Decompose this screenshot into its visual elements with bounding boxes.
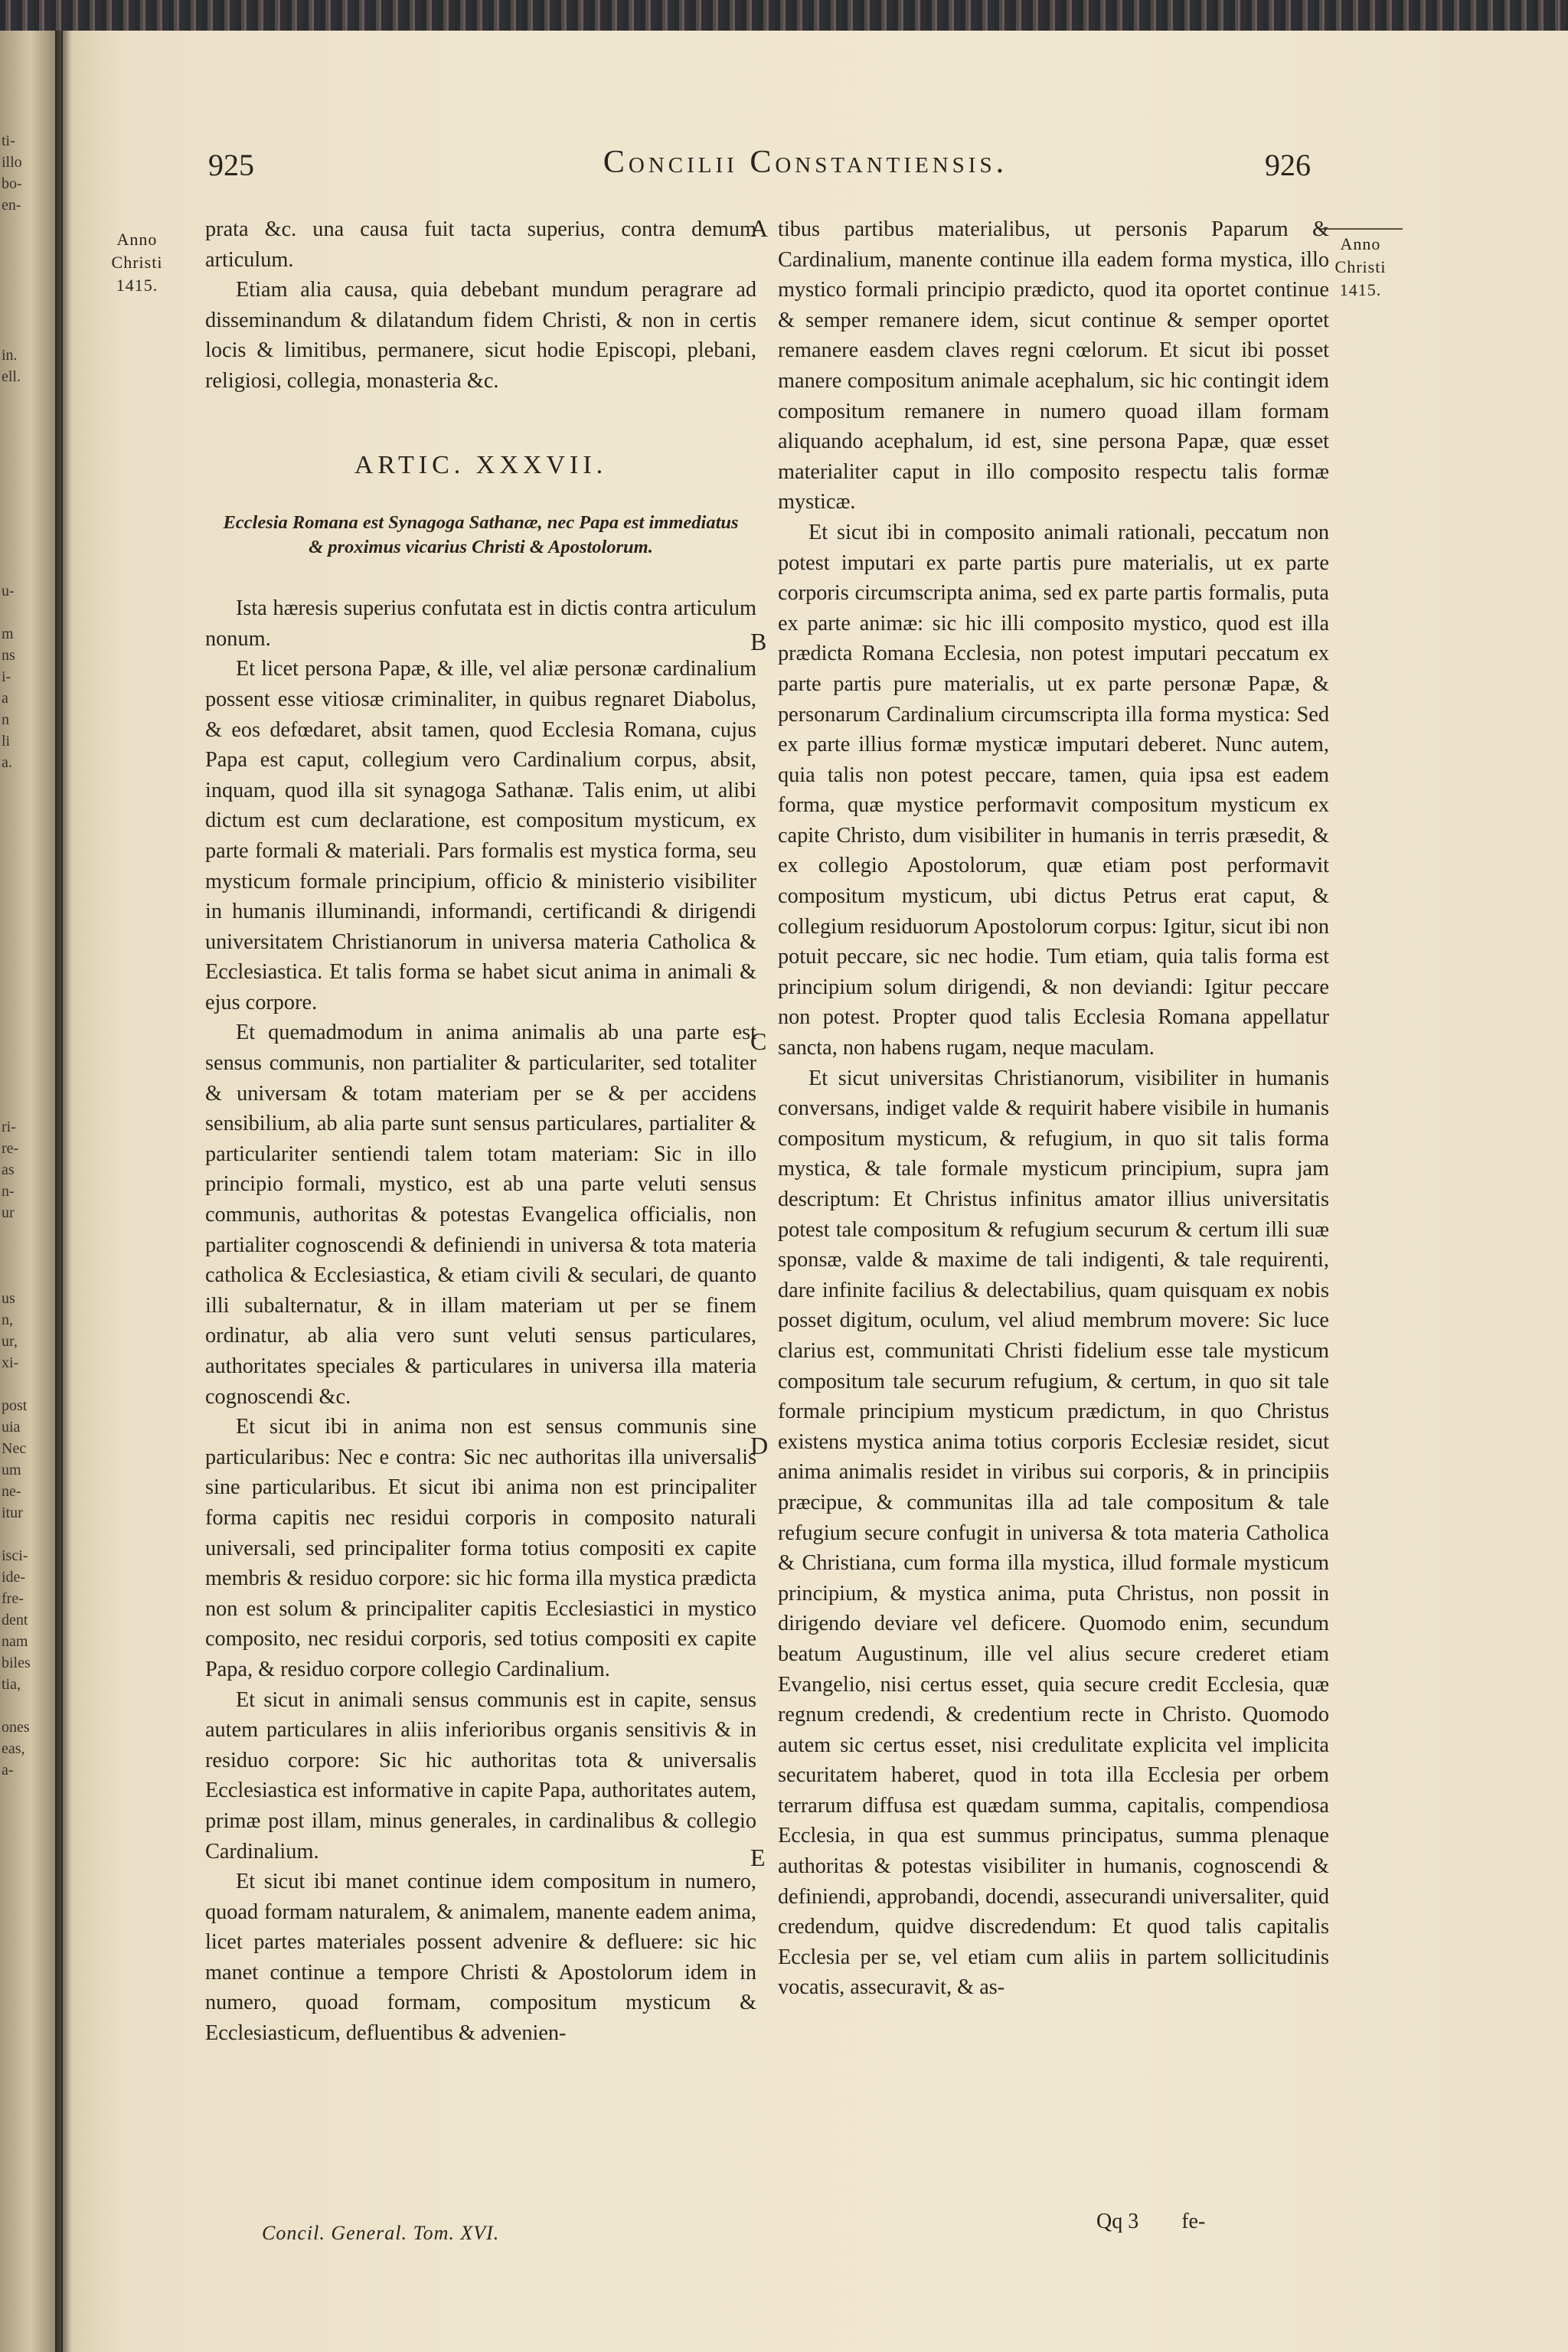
signature-mark: Qq 3 bbox=[1096, 2210, 1139, 2233]
previous-page-fragment bbox=[2, 537, 47, 559]
previous-page-fragment bbox=[2, 302, 47, 323]
previous-page-fragment: ti- bbox=[2, 132, 15, 149]
previous-page-fragment bbox=[2, 259, 47, 280]
previous-page-fragment bbox=[2, 473, 47, 495]
anno-word: Anno bbox=[116, 230, 158, 249]
body-paragraph: Ista hæresis superius confutata est in dictis contra articulum nonum. bbox=[205, 596, 756, 651]
previous-page-fragment bbox=[2, 838, 47, 859]
year-label: 1415. bbox=[1339, 280, 1382, 299]
previous-page-fragment: li bbox=[2, 733, 11, 750]
previous-page-fragment: ones bbox=[2, 1719, 30, 1736]
previous-page-fragment: re- bbox=[2, 1140, 19, 1157]
previous-page-fragment bbox=[2, 237, 47, 259]
section-marker-e: E bbox=[750, 1844, 766, 1871]
previous-page-fragment: xi- bbox=[2, 1354, 19, 1371]
marginal-rule bbox=[1318, 228, 1403, 230]
previous-page-fragment bbox=[2, 773, 47, 795]
previous-page-fragment bbox=[2, 1245, 47, 1266]
previous-page-fragment bbox=[2, 966, 47, 988]
body-paragraph: Et sicut universitas Christianorum, visibiliter in humanis conversans, indiget valde & requirit habere visibile in humanis compositum mysticum, & refugium, in quo sit talis forma mystica, & tale formale mysticum principium, supra jam descriptum: Et Christus infinitus amator illius universitatis potest tale compositum & refugium securum & certum illi suæ sponsæ, valde & maxime de tali indigenti, & tale requirenti, dare infinite facilius & delectabilius, quam quisquam ex nobis posset digitum, oculum, vel aliud membrum movere: Sic luce clarius est, communitati Christi fidelium esse tale mysticum compositum tale securum refugium, & certum, in quo sit tale formale principium mysticum prædictum, in quo Christus existens mystica anima totius corporis Ecclesiæ residet, sicut anima animalis residet in viribus sui corporis, & in principiis præcipue, & communitas illa ad tale compositum & tale refugium secure confugit in universa & tota materia Catholica & Christiana, cum forma illa mystica, illud formale mysticum principium, & mystica anima, puta Christus, non possit in dirigendo deviare vel deficere. Quomodo enim, secundum beatum Augustinum, ille vel alius secure crederet etiam Evangelio, nisi certus esset, quia secure credit Ecclesia, quæ regnum credendi, & credentium recte in Christo. Quomodo autem sic certus esset, nisi credulitate explicita vel implicita securitatem haberet, quod in tota illa Ecclesia per orbem terrarum diffusa est quædam summa, capitalis, compendiosa Ecclesia, in qua est summus principatus, summa plenaque authoritas & potestas visibiliter in humanis, cognoscendi & definiendi, approbandi, docendi, assecurandi universaliter, quid credendum, quidve discredendum: Et quod talis capitalis Ecclesia per se, vel etiam cum aliis in partem sollicitudinis vocatis, assecuravit, & as- bbox=[778, 1066, 1329, 2000]
previous-page-fragment: a bbox=[2, 690, 8, 707]
previous-page-fragment: as bbox=[2, 1161, 15, 1178]
previous-page-fragment: fre- bbox=[2, 1590, 24, 1607]
previous-page-fragment: n bbox=[2, 711, 9, 728]
previous-page-fragment bbox=[2, 816, 47, 838]
previous-page-fragment bbox=[2, 323, 47, 345]
previous-page-fragment: us bbox=[2, 1290, 15, 1307]
previous-page-fragment bbox=[2, 559, 47, 580]
previous-page-fragment bbox=[2, 1073, 47, 1095]
previous-page-fragment: i- bbox=[2, 668, 11, 685]
previous-page-fragment: n- bbox=[2, 1183, 15, 1200]
previous-page-fragment bbox=[2, 902, 47, 923]
body-paragraph: Et licet persona Papæ, & ille, vel aliæ personæ cardinalium possent esse vitiosæ criminaliter, in quibus regnaret Diabolus, & eos defœdaret, absit tamen, quod Ecclesia Romana, cujus Papa est caput, collegium vero Cardinalium corpus, absit, inquam, quod illa sit synagoga Sathanæ. Talis enim, ut alibi dictum est cum declaratione, est compositum mysticum, ex parte formali & materiali. Pars formalis est mystica forma, seu mysticum formale principium, officio & ministerio visibiliter in humanis illuminandi, informandi, certificandi & dirigendi universitatem Christianorum in universa materia Catholica & Ecclesiastica. Et talis forma se habet sicut anima in animali & ejus corpore. bbox=[205, 657, 756, 1014]
previous-page-fragment: um bbox=[2, 1462, 21, 1478]
previous-page-fragment: a. bbox=[2, 754, 12, 771]
previous-page-fragment: a- bbox=[2, 1762, 14, 1779]
footer-signature-area bbox=[1096, 2210, 1248, 2234]
previous-page-fragment: in. bbox=[2, 347, 18, 364]
previous-page-fragment: ur bbox=[2, 1204, 15, 1221]
previous-page-fragment bbox=[2, 1223, 47, 1245]
previous-page-fragment: illo bbox=[2, 154, 22, 171]
previous-page-fragment: ns bbox=[2, 647, 15, 664]
anno-right-marginal bbox=[1318, 228, 1403, 302]
previous-page-fragment: bo- bbox=[2, 175, 22, 192]
previous-page-fragment: ri- bbox=[2, 1119, 16, 1135]
previous-page-fragment bbox=[2, 1031, 47, 1052]
previous-page-fragment bbox=[2, 409, 47, 430]
previous-page-fragment bbox=[2, 1524, 47, 1545]
previous-page-fragment: post bbox=[2, 1397, 28, 1414]
christi-word: Christi bbox=[1334, 257, 1387, 276]
previous-page-fragment bbox=[2, 1009, 47, 1031]
running-title: Concilii Constantiensis. bbox=[603, 145, 1008, 180]
page-number-left: 925 bbox=[208, 148, 254, 182]
previous-page-fragment bbox=[2, 795, 47, 816]
intro-paragraph: prata &c. una causa fuit tacta superius, contra demum articulum. bbox=[205, 217, 756, 272]
previous-page-fragment: eas, bbox=[2, 1740, 25, 1757]
previous-page-fragment: nam bbox=[2, 1633, 28, 1650]
previous-page-fragment bbox=[2, 1095, 47, 1116]
previous-page-fragment bbox=[2, 280, 47, 302]
previous-page-fragment bbox=[2, 859, 47, 880]
previous-page-fragment bbox=[2, 216, 47, 237]
previous-page-fragment: dent bbox=[2, 1612, 28, 1628]
catchword: fe- bbox=[1181, 2210, 1206, 2233]
previous-page-fragment: isci- bbox=[2, 1547, 28, 1564]
anno-left-marginal bbox=[95, 228, 179, 297]
previous-page-text bbox=[2, 130, 47, 1781]
year-label: 1415. bbox=[116, 276, 158, 295]
previous-page-fragment: ide- bbox=[2, 1569, 26, 1586]
body-paragraph: Et sicut in animali sensus communis est in capite, sensus autem particulares in aliis inferioribus organis sensitivis & in residuo corpore: Sic hic authoritas tota & universalis Ecclesiastica est informative in capite Papa, authoritates autem, primæ post illam, minus generales, in cardinalibus & collegio Cardinalium. bbox=[205, 1687, 756, 1864]
intro-paragraph: Etiam alia causa, quia debebant mundum peragrare ad disseminandum & dilatandum fidem Christi, & non in certis locis & limitibus, permanere, sicut hodie Episcopi, plebani, religiosi, collegia, monasteria &c. bbox=[205, 278, 756, 393]
body-paragraph: Et sicut ibi in anima non est sensus communis sine particularibus: Nec e contra: Sic nec authoritas illa universalis sine particularibus. Et sicut ibi anima non est principaliter forma capitis nec residui corporis in composito naturali universali, sed principaliter forma totius compositi ex capite membris & residuo corpore: sic hic forma illa mystica prædicta non est solum & principaliter capitis Ecclesiastici in mystico composito, nec residui corporis, sed totius compositi ex capite Papa, & residuo corpore collegio Cardinalium. bbox=[205, 1415, 756, 1681]
previous-page-fragment bbox=[2, 516, 47, 537]
article-title: ARTIC. XXXVII. bbox=[354, 450, 608, 479]
previous-page-fragment: m bbox=[2, 626, 14, 642]
previous-page-fragment: Nec bbox=[2, 1440, 27, 1457]
previous-page-fragment bbox=[2, 880, 47, 902]
previous-page-fragment bbox=[2, 1052, 47, 1073]
section-marker-d: D bbox=[750, 1432, 769, 1459]
page-number-right: 926 bbox=[1265, 148, 1311, 182]
previous-page-fragment: ne- bbox=[2, 1483, 21, 1500]
section-marker-c: C bbox=[750, 1027, 767, 1055]
previous-page-fragment bbox=[2, 988, 47, 1009]
previous-page-fragment: u- bbox=[2, 583, 15, 599]
section-marker-b: B bbox=[750, 628, 767, 655]
background-fabric bbox=[0, 0, 1568, 34]
previous-page-fragment bbox=[2, 430, 47, 452]
left-column bbox=[205, 214, 756, 2049]
previous-page-fragment: ur, bbox=[2, 1333, 18, 1350]
previous-page-fragment bbox=[2, 495, 47, 516]
section-marker-a: A bbox=[750, 214, 769, 242]
body-paragraph: tibus partibus materialibus, ut personis Paparum & Cardinalium, manente continue illa eadem forma mystica, illo mystico formali principio prædicto, quod ita oportet continue & semper remanere idem, sicut continue & semper oportet remanere easdem claves regni cœlorum. Et sicut ibi posset manere compositum animale acephalum, sic hic contingit idem compositum remanere in numero quoad illam formam aliquando acephalum, id est, sine persona Papæ, quæ esset materialiter caput in illo composito respectu talis formæ mysticæ. bbox=[778, 217, 1329, 514]
previous-page-fragment: tia, bbox=[2, 1676, 21, 1693]
previous-page-fragment: en- bbox=[2, 197, 21, 214]
body-paragraph: Et sicut ibi manet continue idem compositum in numero, quoad formam naturalem, & animalem, manente eadem anima, licet partes materiales possent advenire & defluere: sic hic manet continue a tempore Christi & Apostolorum idem in numero, quoad formam, compositum mysticum & Ecclesiasticum, defluentibus & advenien- bbox=[205, 1870, 756, 2046]
previous-page-fragment: biles bbox=[2, 1655, 31, 1671]
previous-page-fragment bbox=[2, 387, 47, 409]
book-page bbox=[63, 31, 1568, 2352]
christi-word: Christi bbox=[111, 253, 163, 272]
body-paragraph: Et quemadmodum in anima animalis ab una parte est sensus communis, non partialiter & particulariter, sed totaliter & universam & totam materiam per se & per accidens sensibilium, ab alia parte sunt sensus particulares, partialiter & particulariter sentiendi talem totam materiam: Sic in illo principio formali, mystico, est ab una parte veluti sensus communis, authoritas & potestas Evangelica officialis, non partialiter cognoscendi & definiendi in universa & tota materia catholica & Ecclesiastica, & etiam civili & seculari, de quanto illi subalternatur, & in illam materiam ut per se finem ordinatur, ab alia vero sunt veluti sensus particulares, authoritates speciales & particulares in universa illa materia cognoscendi &c. bbox=[205, 1021, 756, 1409]
gutter-shadow bbox=[55, 31, 72, 2352]
body-paragraph: Et sicut ibi in composito animali rationali, peccatum non potest imputari ex parte partis pure materialis, ut ex parte corporis circumscripta anima, sed ex parte partis formalis, puta ex parte animæ: sic hic illi composito mystico, quod est illa prædicta Romana Ecclesia, non potest imputari peccatum ex parte partis pure materialis, ut ex parte personæ Papæ, & personarum Cardinalium circumscripta illa forma mystica: Sed ex parte illius formæ mysticæ imputari deberet. Nunc autem, quia talis non potest peccare, tamen, quia ipsa est eadem forma, quæ mystice performavit compositum mysticum ex capite Christo, dum visibiliter in humanis in terris præsedit, & ex collegio Apostolorum, quæ etiam post performavit compositum mysticum, ubi dictus Petrus erat caput, & collegium residuorum Apostolorum corpus: Igitur, sicut ibi non potuit peccare, sic nec hodie. Tum etiam, quia talis forma est principium solum dirigendi, & non deviandi: Igitur peccare non potest. Propter quod talis Ecclesia Romana appellatur sancta, non habens rugam, neque maculam. bbox=[778, 520, 1329, 1060]
previous-page-fragment bbox=[2, 945, 47, 966]
previous-page-edge bbox=[0, 31, 61, 2352]
anno-word: Anno bbox=[1340, 234, 1381, 253]
previous-page-fragment bbox=[2, 923, 47, 945]
previous-page-fragment bbox=[2, 452, 47, 473]
right-column bbox=[778, 214, 1329, 2003]
previous-page-fragment bbox=[2, 1695, 47, 1717]
previous-page-fragment: n, bbox=[2, 1312, 13, 1328]
article-subtitle: Ecclesia Romana est Synagoga Sathanæ, nec Papa est immediatus & proximus vicarius Christi & Apostolorum. bbox=[223, 512, 739, 558]
footer-volume-info: Concil. General. Tom. XVI. bbox=[262, 2222, 500, 2244]
previous-page-fragment bbox=[2, 1374, 47, 1395]
previous-page-fragment bbox=[2, 602, 47, 623]
previous-page-fragment: itur bbox=[2, 1504, 23, 1521]
previous-page-fragment: ell. bbox=[2, 368, 21, 385]
previous-page-fragment bbox=[2, 1266, 47, 1288]
previous-page-fragment: uia bbox=[2, 1419, 21, 1436]
